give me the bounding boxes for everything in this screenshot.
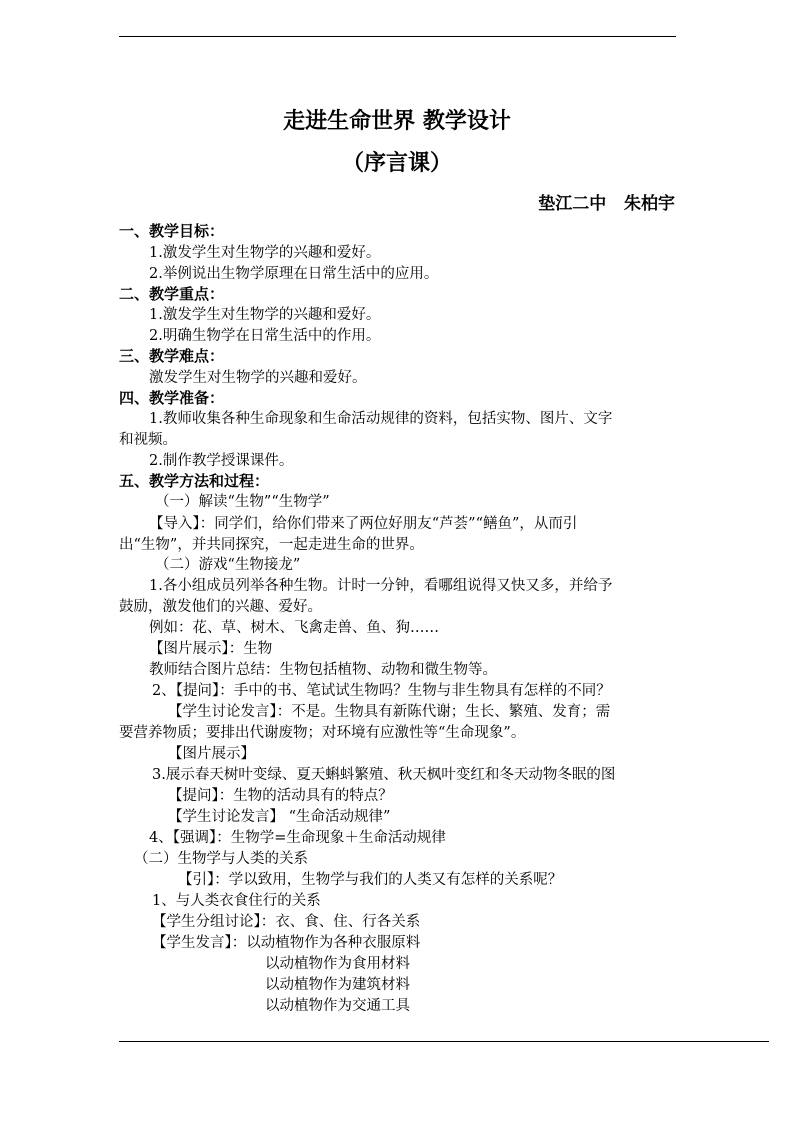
text-line: （二）生物学与人类的关系	[134, 851, 308, 867]
text-line: 【图片展示】：生物	[149, 641, 273, 657]
text-line: 2、【提问】：手中的书、笔试试生物吗？生物与非生物具有怎样的不同？	[152, 683, 611, 699]
text-line: 出“生物”，并共同探究，一起走进生命的世界。	[119, 537, 424, 553]
text-line: 【学生分组讨论】：衣、食、住、行各关系	[152, 914, 421, 930]
text-line: 【学生发言】：以动植物作为各种衣服原料	[152, 935, 421, 951]
text-line: 【学生讨论发言】：不是。生物具有新陈代谢；生长、繁殖、发育；需	[168, 704, 611, 720]
document-subtitle: （序言课）	[341, 150, 452, 176]
text-line: 2.制作教学授课课件。	[149, 453, 294, 469]
text-line: 鼓励，激发他们的兴趣、爱好。	[119, 599, 322, 615]
header-rule	[119, 36, 676, 37]
text-line: 1.激发学生对生物学的兴趣和爱好。	[149, 307, 381, 323]
text-line: 2.明确生物学在日常生活中的作用。	[149, 328, 381, 344]
text-line: 1.教师收集各种生命现象和生命活动规律的资料，包括实物、图片、文字	[149, 411, 613, 427]
text-line: 以动植物作为交通工具	[265, 998, 410, 1014]
text-line: 3.展示春天树叶变绿、夏天蝌蚪繁殖、秋天枫叶变红和冬天动物冬眠的图	[152, 767, 616, 783]
text-line: 以动植物作为食用材料	[265, 956, 410, 972]
section-heading: 四、教学准备：	[119, 389, 225, 407]
text-line: 1.激发学生对生物学的兴趣和爱好。	[149, 245, 381, 261]
text-line: （一）解读“生物”“生物学”	[155, 494, 330, 510]
text-line: 【学生讨论发言】 “生命活动规律”	[168, 809, 391, 825]
section-heading: 三、教学难点：	[119, 347, 225, 365]
section-heading: 一、教学目标：	[119, 222, 225, 240]
section-heading: 五、教学方法和过程：	[119, 472, 270, 490]
text-line: 【图片展示】	[168, 746, 255, 762]
footer-rule	[119, 1041, 769, 1042]
document-title: 走进生命世界 教学设计	[283, 108, 511, 134]
author-line: 垫江二中 朱柏宇	[538, 194, 675, 214]
text-line: 和视频。	[119, 432, 177, 448]
text-line: 例如：花、草、树木、飞禽走兽、鱼、狗……	[149, 620, 439, 636]
text-line: 【引】：学以致用，生物学与我们的人类又有怎样的关系呢？	[178, 872, 563, 888]
text-line: 1、与人类衣食住行的关系	[152, 893, 321, 909]
text-line: 教师结合图片总结：生物包括植物、动物和微生物等。	[149, 662, 497, 678]
section-heading: 二、教学重点：	[119, 285, 225, 303]
text-line: 激发学生对生物学的兴趣和爱好。	[149, 370, 367, 386]
text-line: 以动植物作为建筑材料	[265, 977, 410, 993]
text-line: 【提问】：生物的活动具有的特点？	[168, 788, 393, 804]
text-line: 要营养物质；要排出代谢废物；对环境有应激性等“生命现象”。	[119, 725, 526, 741]
text-line: 【导入】：同学们，给你们带来了两位好朋友“芦荟”“鳝鱼”，从而引	[149, 516, 578, 532]
text-line: 1.各小组成员列举各种生物。计时一分钟，看哪组说得又快又多，并给予	[149, 578, 613, 594]
text-line: （二）游戏“生物接龙”	[155, 557, 301, 573]
text-line: 4、【强调】：生物学=生命现象＋生命活动规律	[149, 830, 446, 846]
text-line: 2.举例说出生物学原理在日常生活中的应用。	[149, 266, 439, 282]
